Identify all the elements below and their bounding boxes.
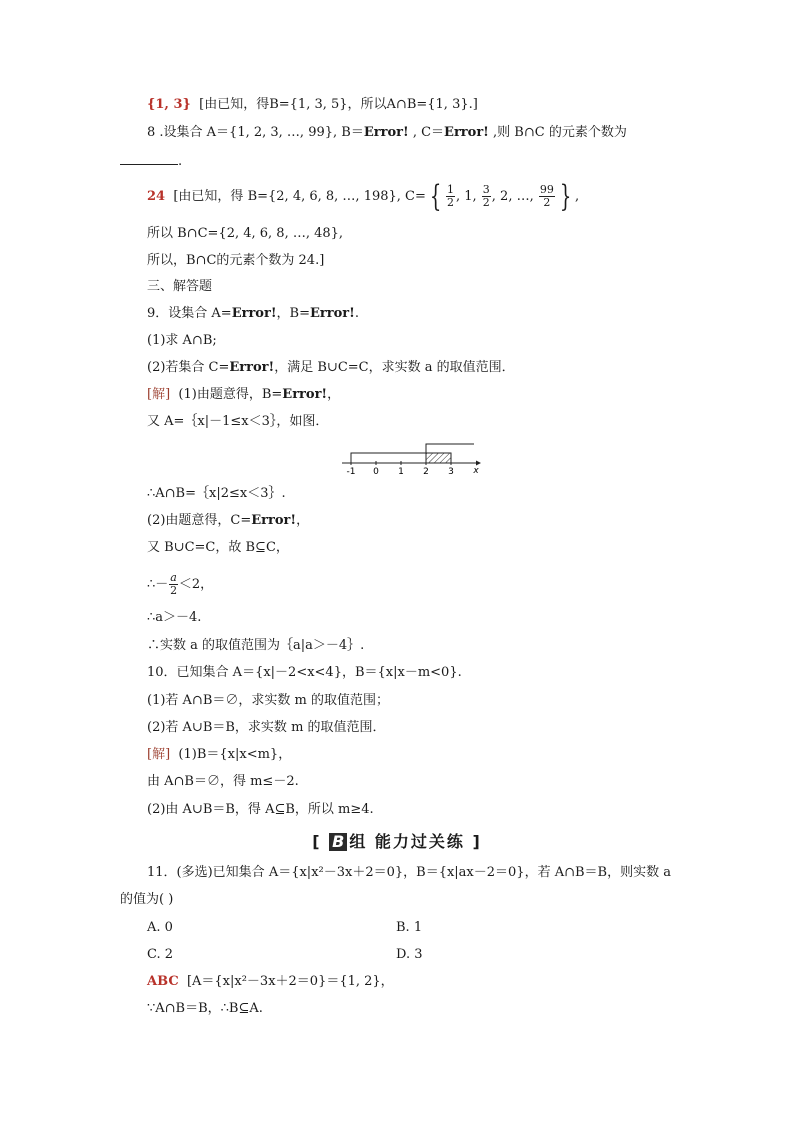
number-line-figure [338,440,484,476]
solution-tag: [解] [147,387,171,402]
q9-sol4-b: ， [296,513,310,528]
q9-sol6 [147,572,213,597]
bracket-left: [ [312,832,322,851]
answer-blank [120,152,178,165]
q11-option-d: D. 3 [396,947,423,962]
q11-sol1: [A＝{x|x²－3x＋2＝0}＝{1, 2}， [186,974,394,989]
q9-sol8: ∴实数 a 的取值范围为｛a|a＞－4｝. [147,638,365,653]
frac-99-half [539,184,555,209]
q9-stem-a: 9．设集合 A= [147,306,232,321]
q10-sol1-text: (1)B＝{x|x<m}， [178,747,292,762]
q9-sol6-b: ＜2， [178,577,214,592]
frac-a-half [169,572,178,597]
q9-sol1-error: Error! [282,387,328,402]
q11-option-a: A. 0 [147,920,173,935]
q8-blank-line [120,152,182,171]
q8-c-end: , [574,189,580,204]
q10-part2: (2)若 A∪B＝B，求实数 m 的取值范围． [147,720,386,735]
q8-c-mid1: , 1, [455,189,481,204]
tick-label: 1 [398,467,404,476]
q9-sol5: 又 B∪C=C，故 B⊆C， [147,540,289,555]
q9-sol1-b: ， [327,387,341,402]
q9-sol7: ∴a＞－4. [147,610,202,625]
q8-stem-b: , C＝ [408,125,445,140]
q9-sol6-a: ∴－ [147,577,169,592]
q10-part1: (1)若 A∩B＝∅，求实数 m 的取值范围； [147,693,389,708]
q11-answer-line [147,973,394,991]
q8-stem [147,124,627,142]
q10-sol3: (2)由 A∪B＝B，得 A⊆B，所以 m≥4. [147,802,374,817]
q9-sol4-error: Error! [251,513,297,528]
group-b-heading [0,829,794,852]
frac-half [446,184,455,209]
q11-stem-2: 的值为( ) [120,892,174,907]
q9-sol4 [147,512,309,530]
q8-error-2: Error! [444,125,489,140]
q8-solution-3: 所以，B∩C的元素个数为 24.] [147,253,325,268]
q9-sol3: ∴A∩B=｛x|2≤x＜3｝. [147,486,286,501]
q9-part2-error: Error! [229,360,275,375]
q9-part1: (1)求 A∩B; [147,333,217,348]
q7-answer: {1, 3} [147,97,191,112]
q10-sol1 [147,746,291,764]
section-title: 三、解答题 [147,279,213,294]
frac-half-num: 1 [446,183,454,196]
q7-solution: [由已知，得B={1, 3, 5}，所以A∩B={1, 3}.] [199,97,478,112]
tick-label: 3 [448,467,454,476]
axis-label: x [473,466,479,476]
q8-c-mid2: , 2, …, [491,189,538,204]
group-title: 组 能力过关练 [349,832,465,851]
q8-stem-c: ,则 B∩C 的元素个数为 [488,125,627,140]
tick-label: 2 [423,467,429,476]
intersection-hatch [426,453,451,463]
q11-option-c: C. 2 [147,947,174,962]
frac-992-num: 99 [539,183,554,196]
q8-solution-1: [由已知，得 B={2, 4, 6, 8, …, 198}, C= [173,189,426,204]
q9-stem [147,305,359,323]
q11-option-b: B. 1 [396,920,423,935]
q7-answer-line [147,96,478,114]
q9-part2 [147,359,515,377]
q8-stem-a: 8 .设集合 A＝{1, 2, 3, …, 99}, B＝ [147,125,364,140]
frac-half-den: 2 [446,196,454,209]
q8-answer-line [147,178,580,214]
tick-label: -1 [346,467,356,476]
q9-error-2: Error! [309,306,355,321]
axis-arrow [476,461,481,466]
frac-992-den: 2 [543,196,551,209]
q11-stem-1: 11．(多选)已知集合 A＝{x|x²－3x＋2＝0}，B＝{x|ax－2＝0}，若 A∩B＝B，则实数 a [147,865,671,880]
frac-three-half [482,184,491,209]
q8-answer: 24 [147,189,166,204]
group-letter: B [329,833,347,851]
q9-part2-b: ，满足 B∪C=C，求实数 a 的取值范围． [274,360,515,375]
frac-32-den: 2 [482,196,490,209]
q8-error-1: Error! [363,125,409,140]
q9-part2-a: (2)若集合 C= [147,360,230,375]
q10-sol2: 由 A∩B＝∅，得 m≤－2. [147,774,299,789]
frac-a-den: 2 [170,584,178,597]
q11-sol2: ∵A∩B＝B，∴B⊆A. [147,1001,263,1016]
q9-sol4-a: (2)由题意得，C= [147,513,252,528]
q9-sol2: 又 A=｛x|－1≤x＜3｝，如图． [147,414,329,429]
frac-32-num: 3 [482,183,490,196]
right-brace: } [559,178,572,214]
solution-tag: [解] [147,747,171,762]
q8-solution-2: 所以 B∩C={2, 4, 6, 8, …, 48}, [147,226,344,241]
left-brace: { [429,178,442,214]
bracket-right: ] [472,832,482,851]
q9-stem-c: . [354,306,359,321]
q9-sol1 [147,386,340,404]
q9-error-1: Error! [231,306,277,321]
frac-a-num: a [170,571,177,584]
q9-sol1-a: (1)由题意得，B= [178,387,283,402]
tick-label: 0 [373,467,379,476]
q9-stem-b: ，B= [276,306,310,321]
q10-stem: 10．已知集合 A＝{x|－2<x<4}，B＝{x|x－m<0}. [147,665,462,680]
q11-answer: ABC [147,974,179,989]
q8-stem-d: . [178,154,183,169]
